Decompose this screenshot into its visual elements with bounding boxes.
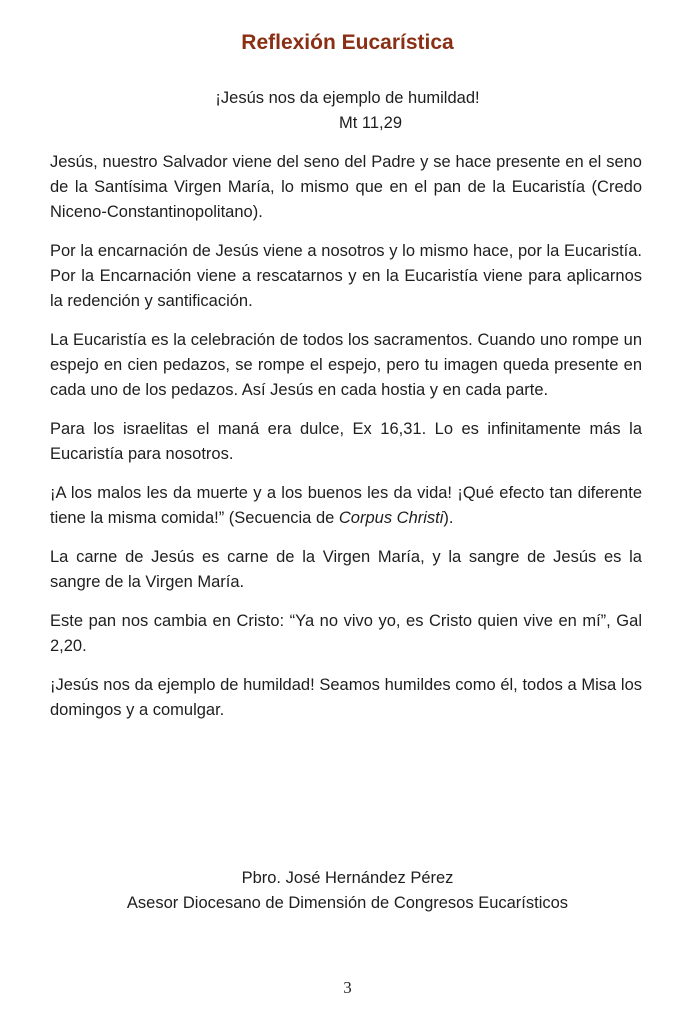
epigraph-citation: Mt 11,29 [339, 114, 402, 132]
epigraph [0, 86, 695, 136]
signature-role: Asesor Diocesano de Dimensión de Congresos Eucarísticos [126, 894, 569, 912]
italic-title: Corpus Christi [338, 509, 444, 527]
paragraph: Este pan nos cambia en Cristo: “Ya no vivo yo, es Cristo quien vive en mí”, Gal 2,20. [50, 612, 642, 655]
body-text [50, 150, 642, 737]
signature-block [0, 866, 695, 916]
paragraph: Jesús, nuestro Salvador viene del seno del Padre y se hace presente en el seno de la Santísima Virgen María, lo mismo que en el pan de la Eucaristía (Credo Niceno-Constantinopolitano). [50, 153, 642, 221]
paragraph-text: ). [443, 509, 454, 527]
paragraph [50, 481, 642, 531]
epigraph-quote: ¡Jesús nos da ejemplo de humildad! [215, 89, 480, 107]
page-number: 3 [343, 978, 352, 997]
paragraph: La Eucaristía es la celebración de todos los sacramentos. Cuando uno rompe un espejo en cien pedazos, se rompe el espejo, pero tu imagen queda presente en cada uno de los pedazos. Así Jesús en cada hostia y en cada parte. [50, 331, 642, 399]
paragraph: La carne de Jesús es carne de la Virgen María, y la sangre de Jesús es la sangre de la Virgen María. [50, 548, 642, 591]
signature-name: Pbro. José Hernández Pérez [241, 869, 454, 887]
paragraph: Para los israelitas el maná era dulce, Ex 16,31. Lo es infinitamente más la Eucaristía para nosotros. [50, 420, 642, 463]
paragraph: Por la encarnación de Jesús viene a nosotros y lo mismo hace, por la Eucaristía. Por la Encarnación viene a rescatarnos y en la Eucaristía viene para aplicarnos la redención y santificación. [50, 242, 642, 310]
paragraph-text: ¡A los malos les da muerte y a los buenos les da vida! ¡Qué efecto tan diferente tiene la misma comida!” (Secuencia de [50, 484, 642, 527]
paragraph: ¡Jesús nos da ejemplo de humildad! Seamos humildes como él, todos a Misa los domingos y a comulgar. [50, 676, 642, 719]
page-title: Reflexión Eucarística [241, 31, 454, 54]
